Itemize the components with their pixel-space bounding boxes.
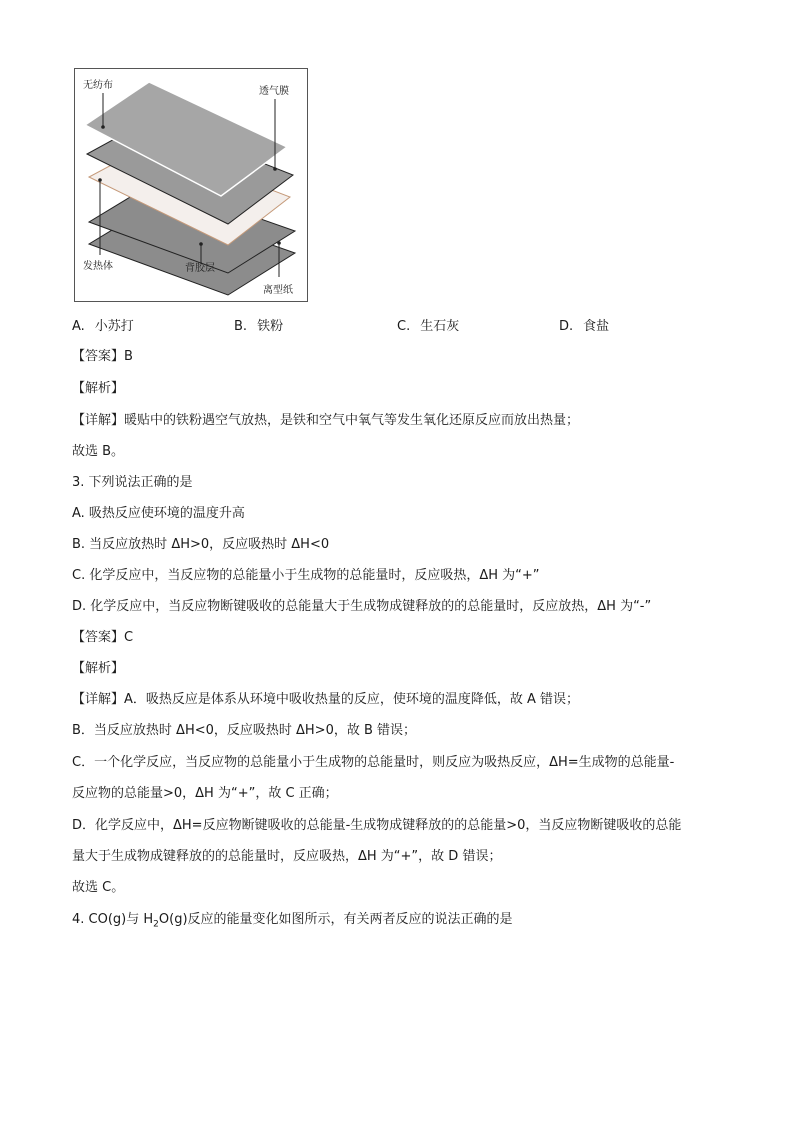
q3-option-a: A. 吸热反应使环境的温度升高 xyxy=(72,506,245,521)
q3-analysis-heading: 【解析】 xyxy=(72,661,125,676)
label-release: 离型纸 xyxy=(263,285,293,296)
warmer-layers-figure xyxy=(74,68,308,302)
q3-detail-c2: 反应物的总能量>0，ΔH 为“+”，故 C 正确； xyxy=(72,786,338,801)
label-heater: 发热体 xyxy=(83,261,113,272)
label-nonwoven: 无纺布 xyxy=(83,80,113,91)
q4-stem: 4. CO(g)与 $H_2O(g)$反应的能量变化如图所示，有关两者反应的说法正确的是 xyxy=(72,912,513,930)
q3-detail-c1: C．一个化学反应，当反应物的总能量小于生成物的总能量时，则反应为吸热反应，ΔH=生成物的总能量- xyxy=(72,755,675,770)
q2-conclusion: 故选 B。 xyxy=(72,444,125,459)
q3-detail-d1: D．化学反应中，ΔH=反应物断键吸收的总能量-生成物成键释放的的总能量>0，当反应物断键吸收的总能 xyxy=(72,818,682,833)
q2-detail: 【详解】暖贴中的铁粉遇空气放热，是铁和空气中氧气等发生氧化还原反应而放出热量； xyxy=(72,413,580,428)
q3-answer: 【答案】C xyxy=(72,630,134,645)
q3-detail-d2: 量大于生成物成键释放的的总能量时，反应吸热，ΔH 为“+”，故 D 错误； xyxy=(72,849,502,864)
q2-option-a: A. 小苏打 xyxy=(72,319,134,334)
q3-detail-b: B．当反应放热时 ΔH<0，反应吸热时 ΔH>0，故 B 错误； xyxy=(72,723,417,738)
q2-answer: 【答案】B xyxy=(72,349,133,364)
q3-conclusion: 故选 C。 xyxy=(72,880,125,895)
label-membrane: 透气膜 xyxy=(259,86,289,97)
q2-option-c: C. 生石灰 xyxy=(397,319,460,334)
q2-option-d: D. 食盐 xyxy=(559,319,610,334)
q3-stem: 3. 下列说法正确的是 xyxy=(72,475,193,490)
q2-analysis-heading: 【解析】 xyxy=(72,381,125,396)
q3-option-c: C. 化学反应中，当反应物的总能量小于生成物的总能量时，反应吸热，ΔH 为“+” xyxy=(72,568,540,583)
q2-option-b: B. 铁粉 xyxy=(234,319,284,334)
label-adhesive: 背胶层 xyxy=(185,263,215,274)
q3-option-b: B. 当反应放热时 ΔH>0，反应吸热时 ΔH<0 xyxy=(72,537,330,552)
q3-detail-a: 【详解】A．吸热反应是体系从环境中吸收热量的反应，使环境的温度降低，故 A 错误； xyxy=(72,692,580,707)
q3-option-d: D. 化学反应中，当反应物断键吸收的总能量大于生成物成键释放的的总能量时，反应放热，ΔH 为“-” xyxy=(72,599,652,614)
